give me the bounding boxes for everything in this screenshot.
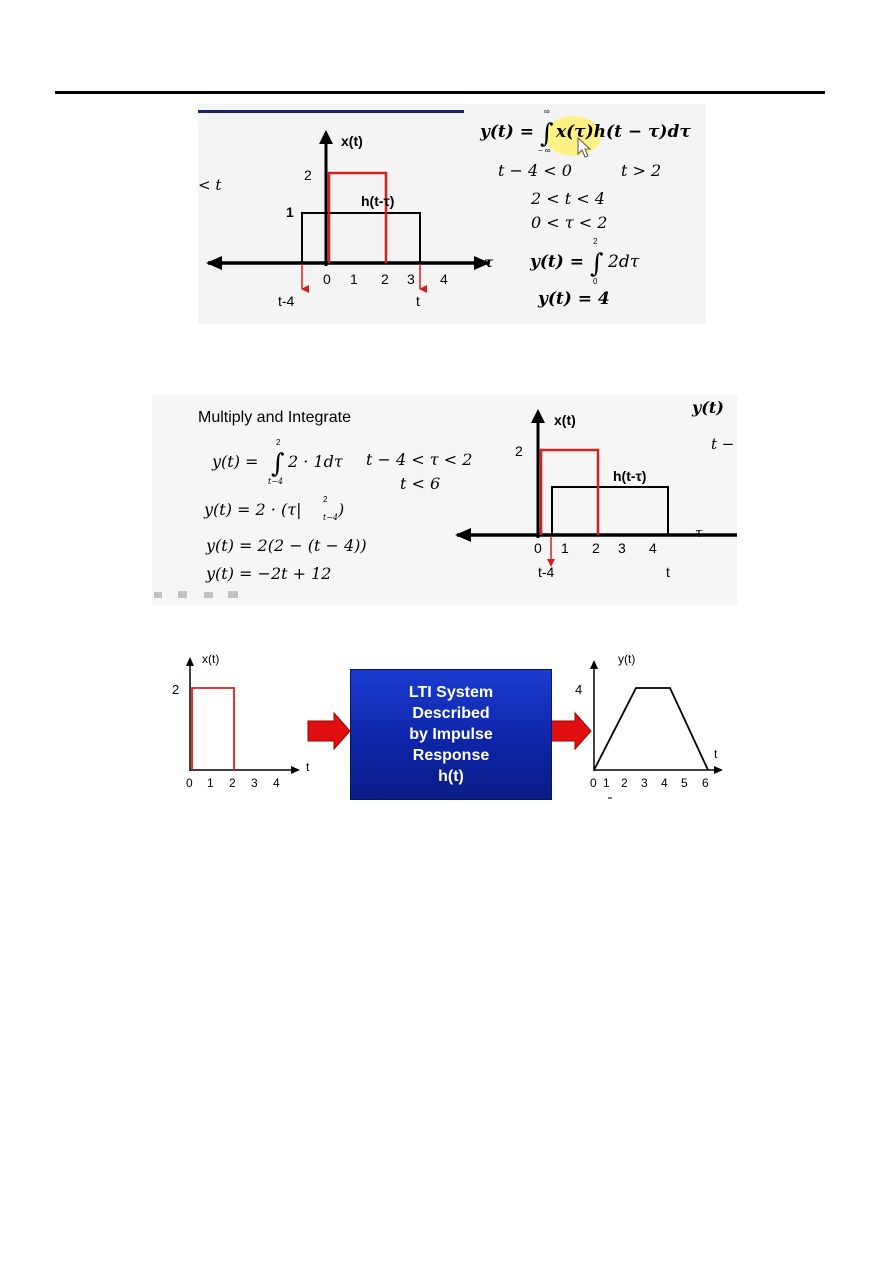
p2-marker-right: t	[666, 564, 670, 580]
p2-axis-left-arrowhead	[455, 528, 471, 542]
p1-level-1: 1	[286, 204, 294, 220]
p2-x-rect	[541, 450, 598, 535]
p2-tick-4: 4	[649, 540, 657, 556]
in-vertical-arrowhead	[186, 657, 194, 666]
p2-vertical-arrowhead	[531, 409, 545, 423]
out-tick-1: 1	[603, 776, 610, 790]
p1-int-integral-sign: ∫	[590, 249, 604, 279]
in-tick-4: 4	[273, 776, 280, 790]
lti-line-5: h(t)	[438, 768, 464, 785]
p1-conv-upper: ∞	[544, 107, 550, 116]
in-signal-rect	[192, 688, 234, 770]
p1-range-tau: 0 < τ < 2	[531, 213, 608, 232]
in-level: 2	[172, 682, 180, 697]
out-vertical-arrowhead	[590, 660, 598, 669]
p1-x-title: x(t)	[341, 133, 363, 149]
p2-eq1-integrand: 2 · 1dτ	[288, 452, 343, 471]
p1-result: y(t) = 4	[538, 289, 610, 309]
p1-tick-1: 1	[350, 271, 358, 287]
out-signal-trapezoid	[594, 688, 708, 770]
out-tick-4: 4	[661, 776, 668, 790]
out-small-mark	[608, 797, 612, 799]
p2-heading: Multiply and Integrate	[198, 409, 351, 426]
output-arrow-icon	[551, 713, 591, 749]
p2-eq2-upper: 2	[323, 495, 328, 504]
out-title: y(t)	[618, 652, 636, 666]
out-tick-3: 3	[641, 776, 648, 790]
p2-eq1-lower: t−4	[268, 477, 284, 486]
p1-range-t: 2 < t < 4	[531, 189, 605, 208]
p1-marker-left: t-4	[278, 293, 295, 309]
p2-eq2: y(t) = 2 · (τ|	[204, 500, 302, 519]
in-horizontal-arrowhead	[291, 766, 300, 774]
p1-h-rect	[302, 213, 420, 263]
toolbar-menu-icon	[204, 592, 213, 598]
p2-h-rect	[552, 487, 668, 535]
header-rule	[55, 91, 825, 94]
p1-int-lhs: y(t) =	[530, 252, 584, 272]
p2-level-2: 2	[515, 443, 523, 459]
p1-marker-right: t	[416, 293, 420, 309]
lti-line-2: Described	[412, 705, 490, 722]
p1-conv-integrand: x(τ)h(t − τ)dτ	[556, 122, 691, 142]
toolbar-next-icon	[228, 591, 238, 598]
in-tick-1: 1	[207, 776, 214, 790]
in-tick-3: 3	[251, 776, 258, 790]
p2-right-clip-2: t −	[711, 435, 735, 453]
p2-h-title: h(t-τ)	[613, 468, 647, 484]
p2-cond2: t < 6	[400, 474, 441, 493]
out-horizontal-arrowhead	[714, 766, 723, 774]
p1-h-title: h(t-τ)	[361, 193, 395, 209]
out-tick-0: 0	[590, 776, 597, 790]
p2-eq1-lhs: y(t) =	[212, 452, 259, 471]
p1-conv-lhs: y(t) =	[480, 122, 534, 142]
lti-system-box	[350, 669, 552, 800]
p2-tick-2: 2	[592, 540, 600, 556]
p2-cond1: t − 4 < τ < 2	[366, 450, 473, 469]
convolution-slide-case-3	[152, 395, 737, 605]
in-tick-0: 0	[186, 776, 193, 790]
p1-int-lower: 0	[593, 277, 598, 286]
p2-eq2-lower: t−4	[323, 513, 339, 522]
p1-conv-integral-sign: ∫	[540, 119, 554, 149]
in-tick-2: 2	[229, 776, 236, 790]
out-tick-5: 5	[681, 776, 688, 790]
p2-tau-label: τ	[695, 526, 703, 541]
out-tick-2: 2	[621, 776, 628, 790]
p2-eq4: y(t) = −2t + 12	[206, 564, 332, 583]
p2-eq2-close: )	[338, 500, 345, 519]
p1-cond-b: t > 2	[621, 161, 662, 180]
toolbar-prev-icon	[154, 592, 162, 598]
lti-system-diagram	[160, 640, 735, 805]
p2-right-clip-1: y(t)	[692, 398, 724, 417]
p2-tick-3: 3	[618, 540, 626, 556]
p1-tick-3: 3	[407, 271, 415, 287]
p2-x-title: x(t)	[554, 412, 576, 428]
p1-vertical-arrowhead	[319, 130, 333, 144]
p1-cond-a: t − 4 < 0	[498, 161, 572, 180]
lti-line-1: LTI System	[408, 684, 494, 701]
p1-level-2: 2	[304, 167, 312, 183]
out-tick-6: 6	[702, 776, 709, 790]
p1-int-integrand: 2dτ	[608, 252, 640, 272]
p1-axis-left-arrowhead	[206, 256, 222, 270]
p2-eq3: y(t) = 2(2 − (t − 4))	[206, 536, 367, 555]
input-arrow-icon	[308, 713, 350, 749]
out-axis-label: t	[714, 747, 718, 761]
convolution-slide-case-2	[198, 104, 706, 324]
lti-line-3: by Impulse	[409, 726, 493, 743]
in-axis-label: t	[306, 760, 310, 774]
p2-marker-left: t-4	[538, 564, 555, 580]
p2-tick-0: 0	[534, 540, 542, 556]
p1-tick-0: 0	[323, 271, 331, 287]
p2-tick-1: 1	[561, 540, 569, 556]
panel2-content	[152, 395, 737, 605]
toolbar-pen-icon	[178, 591, 187, 598]
p1-x-rect	[329, 173, 386, 263]
p1-conv-lower: − ∞	[538, 146, 551, 155]
p2-eq1-upper: 2	[276, 438, 281, 447]
out-level: 4	[575, 682, 583, 697]
lti-line-4: Response	[412, 747, 490, 764]
p1-tau-label: τ	[484, 255, 494, 271]
panel1-graph	[198, 104, 706, 324]
slide-toolbar-icons	[154, 591, 238, 598]
p1-int-upper: 2	[593, 237, 598, 246]
p1-left-clip: < t	[198, 176, 222, 194]
p1-tick-2: 2	[381, 271, 389, 287]
p1-tick-4: 4	[440, 271, 448, 287]
p2-eq1-integral-sign: ∫	[271, 449, 285, 479]
in-title: x(t)	[202, 652, 220, 666]
